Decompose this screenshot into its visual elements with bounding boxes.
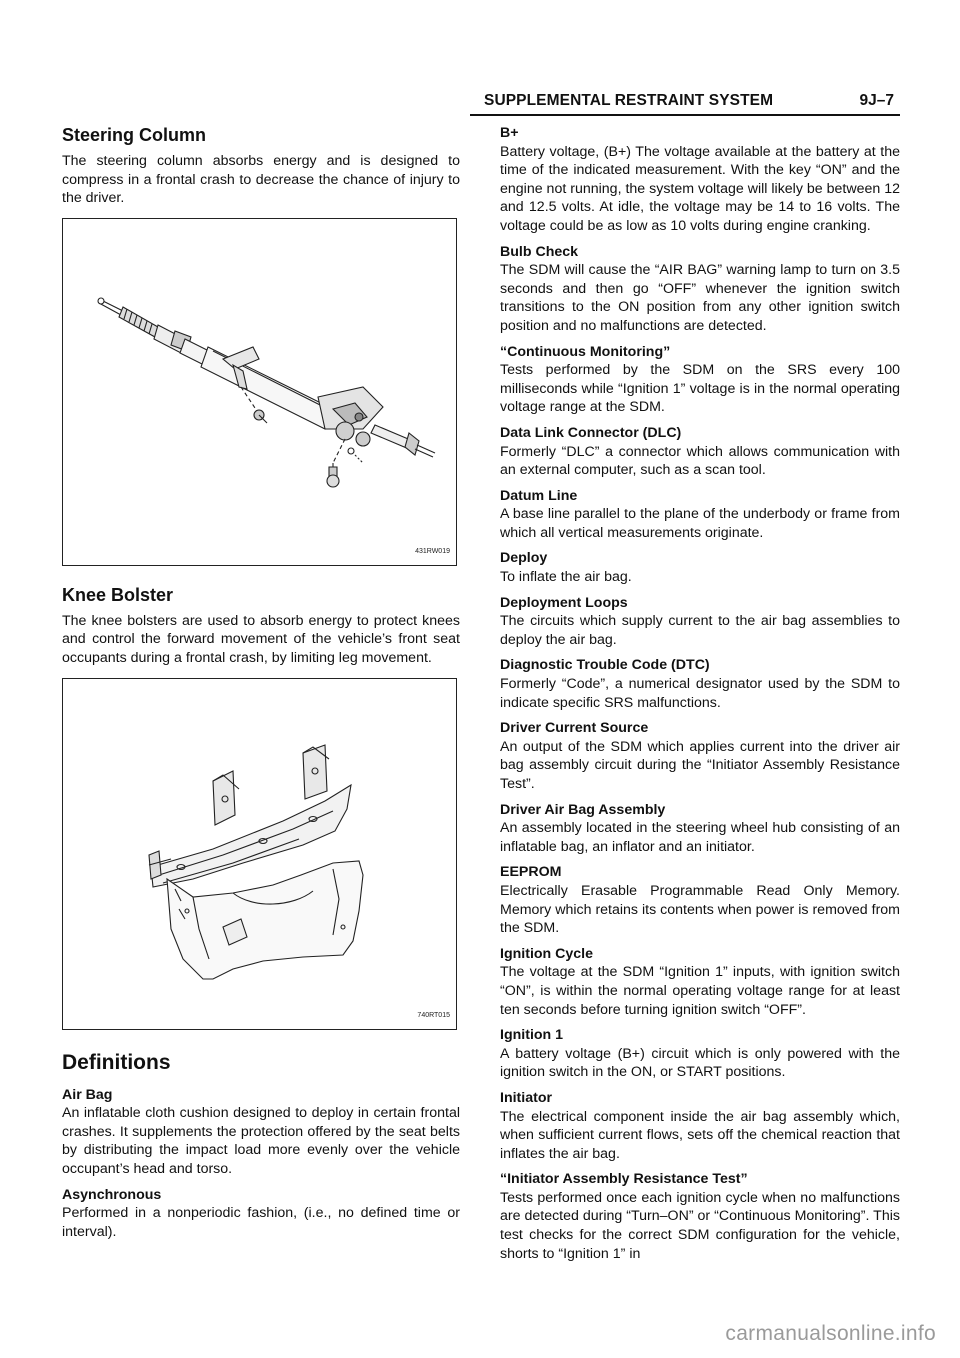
definition-term: EEPROM xyxy=(500,864,562,881)
definition-term: Bulb Check xyxy=(500,243,579,260)
definition-entry xyxy=(500,1089,900,1163)
definition-entry xyxy=(500,487,900,543)
knee-bolster-heading: Knee Bolster xyxy=(62,584,174,605)
definition-entry xyxy=(500,1026,900,1082)
steering-column-text: The steering column absorbs energy and is designed to compress in a frontal crash to decrease the chance of injury to the driver. xyxy=(62,153,460,207)
definition-text: Electrically Erasable Programmable Read Only Memory. Memory which retains its contents when power is removed from the SDM. xyxy=(500,882,900,937)
definition-term: Initiator xyxy=(500,1089,553,1106)
definition-entry xyxy=(500,549,900,586)
definition-term: “Continuous Monitoring” xyxy=(500,343,671,360)
definition-entry xyxy=(62,1086,460,1179)
definition-entry xyxy=(62,1186,460,1242)
definitions-heading: Definitions xyxy=(62,1050,171,1074)
definition-entry xyxy=(500,124,900,236)
definition-entry xyxy=(500,424,900,480)
definition-text: Performed in a nonperiodic fashion, (i.e., no defined time or interval). xyxy=(62,1205,460,1240)
definition-text: To inflate the air bag. xyxy=(500,569,632,586)
definition-term: Data Link Connector (DLC) xyxy=(500,424,682,441)
knee-bolster-text: The knee bolsters are used to absorb energy to protect knees and control the forward movement of the vehicle’s front seat occupants during a frontal crash, by limiting leg movement. xyxy=(62,612,460,666)
steering-column-heading: Steering Column xyxy=(62,125,207,145)
definition-text: Battery voltage, (B+) The voltage available at the battery at the time of the indicated measurement. With the key “ON” and the engine not running, the system voltage will likely be between 12 and 12.5 volts. At idle, the voltage may be 14 to 16 volts. The voltage could be as low as 10 volts during engine cranking. xyxy=(500,143,900,234)
definition-text: The electrical component inside the air bag assembly which, when sufficient current flows, sets off the chemical reaction that inflates the air bag. xyxy=(500,1108,900,1162)
definition-term: Driver Air Bag Assembly xyxy=(500,801,666,818)
definition-term: Driver Current Source xyxy=(500,720,649,737)
left-column xyxy=(62,124,460,1248)
definition-term: Air Bag xyxy=(62,1086,113,1103)
watermark: carmanualsonline.info xyxy=(725,1322,936,1345)
definition-entry xyxy=(500,945,900,1019)
section-title: SUPPLEMENTAL RESTRAINT SYSTEM xyxy=(484,92,774,109)
definition-entry xyxy=(500,594,900,650)
definition-text: The circuits which supply current to the air bag assemblies to deploy the air bag. xyxy=(500,613,900,648)
definition-text: An inflatable cloth cushion designed to deploy in certain frontal crashes. It supplements the protection offered by the seat belts by distributing the impact load more evenly over the vehicle occupant’s head and torso. xyxy=(62,1105,460,1177)
page-number: 9J–7 xyxy=(859,92,894,109)
definition-term: Datum Line xyxy=(500,487,578,504)
definition-term: Ignition 1 xyxy=(500,1027,564,1044)
right-column xyxy=(500,124,900,1270)
definition-text: The voltage at the SDM “Ignition 1” inputs, with ignition switch “ON”, is within the normal operating voltage range for at least ten seconds before turning ignition switch “OFF”. xyxy=(500,964,900,1018)
definition-text: Tests performed by the SDM on the SRS every 100 milliseconds while “Ignition 1” voltage is in the normal operating voltage range at the SDM. xyxy=(500,362,900,416)
definition-entry xyxy=(500,1170,900,1263)
definition-text: Formerly “Code”, a numerical designator used by the SDM to indicate specific SRS malfunctions. xyxy=(500,676,900,711)
definition-entry xyxy=(500,656,900,712)
definition-term: Diagnostic Trouble Code (DTC) xyxy=(500,657,710,674)
knee-bolster-figure xyxy=(62,678,457,1030)
definition-text: An assembly located in the steering wheel hub consisting of an inflatable bag, an inflator and an initiator. xyxy=(500,820,900,855)
definition-entry xyxy=(500,863,900,937)
definition-term: “Initiator Assembly Resistance Test” xyxy=(500,1171,748,1188)
figure-code: 740RT015 xyxy=(417,1011,450,1019)
definition-text: The SDM will cause the “AIR BAG” warning lamp to turn on 3.5 seconds and then go “OFF” whenever the ignition switch transitions to the ON position from any other ignition switch position and no malfunctions are detected. xyxy=(500,262,900,334)
definition-term: Deploy xyxy=(500,550,548,567)
definition-term: B+ xyxy=(500,125,519,141)
definition-text: Tests performed once each ignition cycle when no malfunctions are detected during “Turn–ON” or “Continuous Monitoring”. This test checks for the correct SDM configuration for the vehicle, shorts to “Ignition 1” in xyxy=(500,1189,900,1262)
page-header xyxy=(470,92,900,116)
steering-column-illustration xyxy=(63,219,456,565)
definition-term: Ignition Cycle xyxy=(500,945,594,962)
steering-column-figure xyxy=(62,218,457,566)
definition-entry xyxy=(500,243,900,336)
knee-bolster-illustration xyxy=(63,679,456,1029)
definition-text: An output of the SDM which applies current into the driver air bag assembly circuit during the “Initiator Assembly Resistance Test”. xyxy=(500,738,900,792)
definition-text: Formerly “DLC” a connector which allows communication with an external computer, such as a scan tool. xyxy=(500,443,900,479)
definition-term: Asynchronous xyxy=(62,1186,162,1203)
definition-entry xyxy=(500,801,900,857)
definition-text: A base line parallel to the plane of the underbody or frame from which all vertical measurements originate. xyxy=(500,506,900,541)
definition-text: A battery voltage (B+) circuit which is only powered with the ignition switch in the ON, or START positions. xyxy=(500,1045,900,1081)
figure-code: 431RW019 xyxy=(415,548,450,556)
definition-entry xyxy=(500,719,900,793)
definition-term: Deployment Loops xyxy=(500,594,628,611)
definition-entry xyxy=(500,343,900,417)
